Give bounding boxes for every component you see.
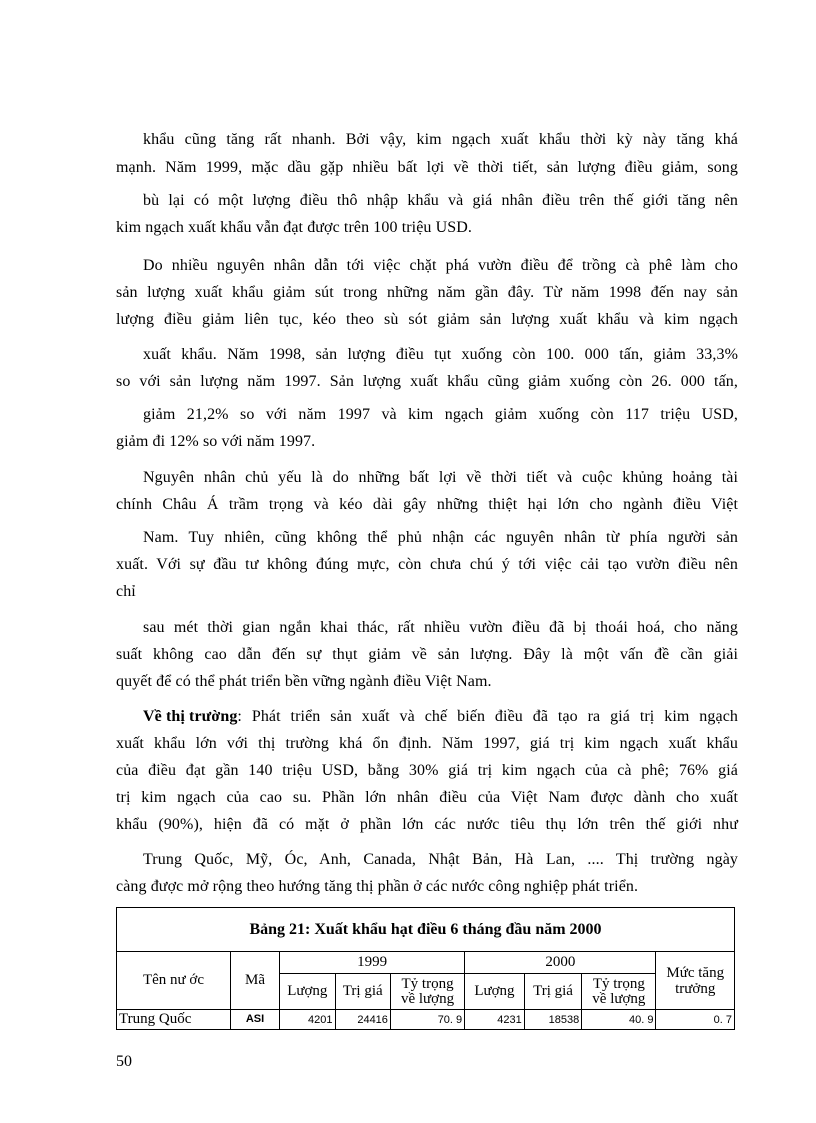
- text-line: Trung Quốc, Mỹ, Óc, Anh, Canada, Nhật Bản, Hà Lan, .... Thị trường ngày: [143, 851, 738, 868]
- text-line: Nam. Tuy nhiên, cũng không thể phủ nhận các nguyên nhân từ phía người sản: [143, 529, 738, 546]
- text-line: giảm 21,2% so với năm 1997 và kim ngạch giảm xuống còn 117 triệu USD,: [143, 406, 738, 423]
- text-line: Do nhiều nguyên nhân dẫn tới việc chặt phá vườn điều để trồng cà phê làm cho: [143, 257, 738, 274]
- cell-qty-1999: 4201: [280, 1010, 335, 1030]
- text-line: lượng điều giảm liên tục, kéo theo sù sót giảm sản lượng xuất khẩu và kim ngạch: [116, 311, 738, 328]
- text-line: suất không cao dẫn đến sự thụt giảm về sản lượng. Đây là một vấn đề cần giải: [116, 646, 738, 663]
- text-line: khẩu cũng tăng rất nhanh. Bởi vậy, kim ngạch xuất khẩu thời kỳ này tăng khá: [143, 131, 738, 148]
- text-line: kim ngạch xuất khẩu vẫn đạt được trên 100 triệu USD.: [116, 219, 473, 236]
- cell-code: ASI: [230, 1010, 279, 1030]
- cell-growth: 0. 7: [656, 1010, 735, 1030]
- text-line: xuất khẩu lớn với thị trường khá ổn định. Năm 1997, giá trị kim ngạch xuất khẩu: [116, 735, 738, 752]
- table-row: [117, 1010, 735, 1030]
- market-heading: Về thị trường: [143, 708, 238, 725]
- sub-value-header: Trị giá: [524, 974, 582, 1010]
- cell-share-1999: 70. 9: [390, 1010, 464, 1030]
- cell-share-2000: 40. 9: [582, 1010, 656, 1030]
- text-fragment: : Phát triển sản xuất và chế biến điều đã tạo ra giá trị kim ngạch: [237, 708, 738, 725]
- text-line: khẩu (90%), hiện đã có mặt ở phần lớn các nước tiêu thụ lớn trên thế giới như: [116, 816, 738, 833]
- col-code-header: Mã: [230, 952, 279, 1010]
- table-title: Bảng 21: Xuất khẩu hạt điều 6 tháng đầu năm 2000: [117, 908, 735, 952]
- col-growth-header: Mức tăng trưởng: [656, 952, 735, 1010]
- text-line: xuất khẩu. Năm 1998, sản lượng điều tụt xuống còn 100. 000 tấn, giảm 33,3%: [143, 346, 738, 363]
- year-2000-header: 2000: [465, 952, 656, 974]
- sub-qty-header: Lượng: [465, 974, 525, 1010]
- text-line: quyết để có thể phát triển bền vững ngành điều Việt Nam.: [116, 673, 492, 690]
- text-line: bù lại có một lượng điều thô nhập khẩu và giá nhân điều trên thế giới tăng nên: [143, 192, 738, 209]
- text-line: so với sản lượng năm 1997. Sản lượng xuất khẩu cũng giảm xuống còn 26. 000 tấn,: [116, 373, 738, 390]
- sub-value-header: Trị giá: [335, 974, 390, 1010]
- text-line: chỉ: [116, 583, 136, 600]
- text-line: trị kim ngạch của cao su. Phần lớn nhân điều của Việt Nam được dành cho xuất: [116, 789, 738, 806]
- page-number: 50: [116, 1053, 132, 1070]
- year-1999-header: 1999: [280, 952, 465, 974]
- sub-qty-header: Lượng: [280, 974, 335, 1010]
- cell-value-1999: 24416: [335, 1010, 390, 1030]
- cell-value-2000: 18538: [524, 1010, 582, 1030]
- text-line: Nguyên nhân chủ yếu là do những bất lợi về thời tiết và cuộc khủng hoảng tài: [143, 469, 738, 486]
- text-line: xuất. Với sự đầu tư không đúng mực, còn chưa chú ý tới việc cải tạo vườn điều nên: [116, 556, 738, 573]
- text-line: [143, 707, 738, 727]
- text-line: của điều đạt gần 140 triệu USD, bằng 30% giá trị kim ngạch của cà phê; 76% giá: [116, 762, 738, 779]
- col-country-header: Tên nư ớc: [117, 952, 231, 1010]
- text-line: sau mét thời gian ngắn khai thác, rất nhiều vườn điều đã bị thoái hoá, cho năng: [143, 619, 738, 636]
- cell-country: Trung Quốc: [117, 1010, 231, 1030]
- cell-qty-2000: 4231: [465, 1010, 525, 1030]
- text-line: càng được mở rộng theo hướng tăng thị phần ở các nước công nghiệp phát triển.: [116, 878, 639, 895]
- sub-share-header: Tỷ trọng về lượng: [582, 974, 656, 1010]
- sub-share-header: Tỷ trọng về lượng: [390, 974, 464, 1010]
- text-line: sản lượng xuất khẩu giảm sút trong những năm gần đây. Từ năm 1998 đến nay sản: [116, 284, 738, 301]
- text-line: chính Châu Á trầm trọng và kéo dài gây những thiệt hại lớn cho ngành điều Việt: [116, 496, 738, 513]
- export-table: [116, 907, 735, 1030]
- text-line: giảm đi 12% so với năm 1997.: [116, 433, 316, 450]
- text-line: mạnh. Năm 1999, mặc dầu gặp nhiều bất lợi về thời tiết, sản lượng điều giảm, song: [116, 159, 738, 176]
